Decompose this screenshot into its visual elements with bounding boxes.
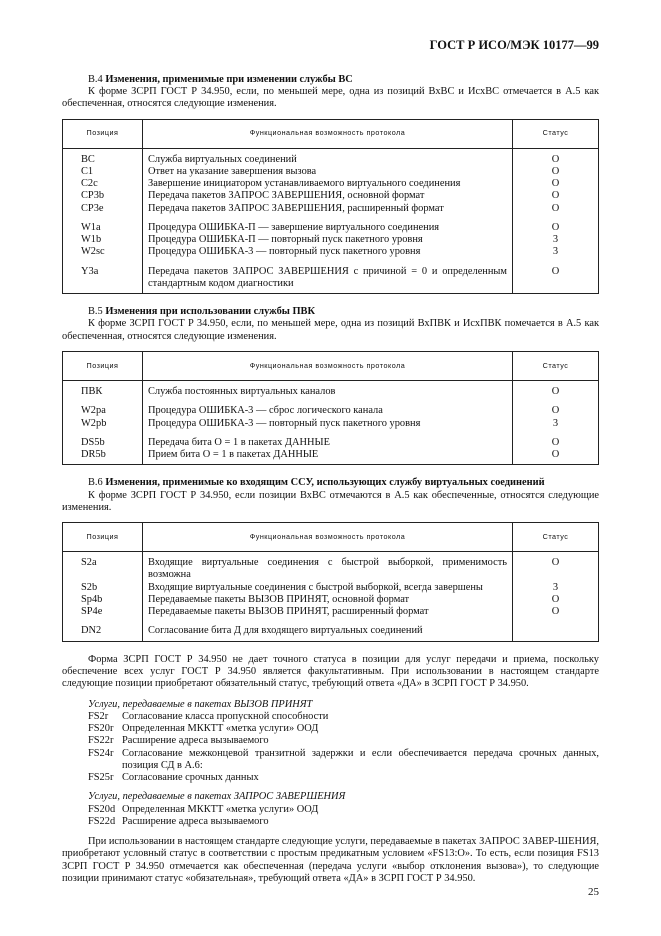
section-b4-title	[62, 74, 599, 86]
col-header-func: Функциональная возможность протокола	[143, 352, 513, 381]
section-b6	[62, 477, 599, 641]
col-header-status: Статус	[513, 119, 599, 148]
cell-position: Y3a	[63, 259, 143, 294]
cell-position: W2sc	[63, 246, 143, 258]
cell-function: Передаваемые пакеты ВЫЗОВ ПРИНЯТ, основной формат	[143, 594, 513, 606]
table-row	[63, 234, 599, 246]
item-text: Согласование класса пропускной способности	[122, 710, 329, 722]
section-b4-text: К форме ЗСРП ГОСТ Р 34.950, если, по меньшей мере, одна из позиций ВхВС и ИсхВС отмечается в А.5 как обеспеченная, относятся следующие изменения.	[62, 86, 599, 110]
cell-function: Служба постоянных виртуальных каналов	[143, 381, 513, 399]
table-b4	[62, 119, 599, 295]
col-header-func: Функциональная возможность протокола	[143, 523, 513, 552]
col-header-func: Функциональная возможность протокола	[143, 119, 513, 148]
cell-position: СР3b	[63, 190, 143, 202]
section-heading: Изменения при использовании службы ПВК	[105, 306, 316, 318]
item-code: FS20r	[88, 723, 114, 735]
col-header-pos: Позиция	[63, 523, 143, 552]
list-item	[88, 804, 599, 816]
cell-function: Процедура ОШИБКА-3 — повторный пуск пакетного уровня	[143, 246, 513, 258]
table-row	[63, 381, 599, 399]
cell-status: О	[513, 259, 599, 294]
table-row	[63, 606, 599, 618]
cell-position: S2b	[63, 582, 143, 594]
service-list-call-accepted	[88, 699, 599, 785]
page-number: 25	[588, 886, 599, 898]
cell-status: О	[513, 606, 599, 618]
table-row	[63, 203, 599, 215]
cell-position: SP4e	[63, 606, 143, 618]
list-item	[88, 772, 599, 784]
cell-position: W1b	[63, 234, 143, 246]
cell-position: W1а	[63, 215, 143, 234]
list-item	[88, 723, 599, 735]
table-row	[63, 449, 599, 465]
cell-position: DN2	[63, 618, 143, 641]
page-header: ГОСТ Р ИСО/МЭК 10177—99	[429, 38, 599, 52]
section-b6-text: К форме ЗСРП ГОСТ Р 34.950, если позиции ВхВС отмечаются в А.5 как обеспеченные, относятся следующие изменения.	[62, 489, 599, 513]
cell-status: 3	[513, 246, 599, 258]
table-row	[63, 618, 599, 641]
table-row	[63, 148, 599, 166]
cell-function: Передача пакетов ЗАПРОС ЗАВЕРШЕНИЯ, расширенный формат	[143, 203, 513, 215]
item-text: Расширение адреса вызываемого	[122, 815, 269, 827]
item-code: FS22d	[88, 815, 116, 827]
item-text: Расширение адреса вызываемого	[122, 735, 269, 747]
list-heading: Услуги, передаваемые в пакетах ЗАПРОС ЗАВЕРШЕНИЯ	[88, 791, 346, 803]
table-row	[63, 246, 599, 258]
item-code: FS25r	[88, 772, 114, 784]
table-row	[63, 594, 599, 606]
table-row	[63, 215, 599, 234]
cell-function: Передаваемые пакеты ВЫЗОВ ПРИНЯТ, расширенный формат	[143, 606, 513, 618]
section-b6-title	[62, 477, 599, 489]
item-text: Определенная МККТТ «метка услуги» ООД	[122, 803, 319, 815]
cell-status: О	[513, 398, 599, 417]
section-number: В.6	[88, 477, 103, 489]
cell-status: 3	[513, 582, 599, 594]
section-heading: Изменения, применимые ко входящим ССУ, использующих службу виртуальных соединений	[105, 477, 545, 489]
cell-function: Процедура ОШИБКА-П — повторный пуск пакетного уровня	[143, 234, 513, 246]
cell-function: Согласование бита Д для входящего виртуальных соединений	[143, 618, 513, 641]
col-header-status: Статус	[513, 352, 599, 381]
cell-status: О	[513, 215, 599, 234]
cell-function: Ответ на указание завершения вызова	[143, 166, 513, 178]
cell-status: О	[513, 449, 599, 465]
cell-function: Входящие виртуальные соединения с быстрой выборкой, применимость возможна	[143, 552, 513, 582]
table-row	[63, 190, 599, 202]
cell-position: DS5b	[63, 430, 143, 449]
cell-function: Передача пакетов ЗАПРОС ЗАВЕРШЕНИЯ, основной формат	[143, 190, 513, 202]
cell-status: 3	[513, 234, 599, 246]
list-item	[88, 816, 599, 828]
table-row	[63, 398, 599, 417]
section-b5-title	[62, 306, 599, 318]
table-b6	[62, 522, 599, 642]
service-list-clear-request	[88, 791, 599, 828]
cell-position: W2pa	[63, 398, 143, 417]
list-heading: Услуги, передаваемые в пакетах ВЫЗОВ ПРИНЯТ	[88, 698, 313, 710]
cell-status: О	[513, 148, 599, 166]
cell-position: S2a	[63, 552, 143, 582]
item-code: FS24r	[88, 747, 114, 759]
col-header-pos: Позиция	[63, 119, 143, 148]
document-page	[62, 38, 599, 885]
cell-status	[513, 618, 599, 641]
cell-status: О	[513, 381, 599, 399]
item-code: FS20d	[88, 803, 116, 815]
cell-status: О	[513, 552, 599, 582]
list-item	[88, 735, 599, 747]
list-item	[88, 711, 599, 723]
item-text: Согласование срочных данных	[122, 772, 259, 784]
section-b5-text: К форме ЗСРП ГОСТ Р 34.950, если, по меньшей мере, одна из позиций ВхПВК и ИсхПВК помечается в А.5 как обеспеченная, относятся следующие изменения.	[62, 318, 599, 342]
cell-status: О	[513, 190, 599, 202]
section-number: В.4	[88, 73, 103, 85]
cell-status: О	[513, 594, 599, 606]
section-b4	[62, 74, 599, 294]
cell-function: Процедура ОШИБКА-П — завершение виртуального соединения	[143, 215, 513, 234]
cell-status: 3	[513, 418, 599, 430]
cell-function: Завершение инициатором устанавливаемого виртуального соединения	[143, 178, 513, 190]
col-header-pos: Позиция	[63, 352, 143, 381]
cell-position: ВС	[63, 148, 143, 166]
cell-function: Передача бита О = 1 в пакетах ДАННЫЕ	[143, 430, 513, 449]
cell-function: Служба виртуальных соединений	[143, 148, 513, 166]
item-code: FS22r	[88, 735, 114, 747]
cell-position: С2с	[63, 178, 143, 190]
table-row	[63, 430, 599, 449]
list-item	[88, 748, 599, 773]
cell-position: С1	[63, 166, 143, 178]
cell-position: Sp4b	[63, 594, 143, 606]
table-row	[63, 552, 599, 582]
cell-status: О	[513, 430, 599, 449]
item-text: Согласование межконцевой транзитной задержки и если обеспечивается передача срочных данных, позиция СД в А.6:	[122, 747, 599, 771]
table-row	[63, 259, 599, 294]
item-code: FS2r	[88, 710, 109, 722]
table-row	[63, 418, 599, 430]
cell-function: Передача пакетов ЗАПРОС ЗАВЕРШЕНИЯ с причиной = 0 и определенным стандартным кодом диагностики	[143, 259, 513, 294]
item-text: Определенная МККТТ «метка услуги» ООД	[122, 723, 319, 735]
section-number: В.5	[88, 306, 103, 318]
cell-position: ПВК	[63, 381, 143, 399]
paragraph-mandatory-status: Форма ЗСРП ГОСТ Р 34.950 не дает точного статуса в позиции для услуг передачи и приема, поскольку обеспечение всех услуг ГОСТ Р 34.950 является факультативным. При использовании в настоящем стандарте следующие позиции приобретают обязательный статус, требующий ответа «ДА» в ЗСРП ГОСТ Р 34.950.	[62, 653, 599, 690]
cell-function: Процедура ОШИБКА-3 — повторный пуск пакетного уровня	[143, 418, 513, 430]
section-b5	[62, 306, 599, 465]
table-row	[63, 582, 599, 594]
cell-function: Входящие виртуальные соединения с быстрой выборкой, всегда завершены	[143, 582, 513, 594]
cell-position: DR5b	[63, 449, 143, 465]
section-heading: Изменения, применимые при изменении службы ВС	[105, 73, 353, 85]
cell-status: О	[513, 203, 599, 215]
table-b5	[62, 351, 599, 465]
table-row	[63, 178, 599, 190]
cell-function: Процедура ОШИБКА-3 — сброс логического канала	[143, 398, 513, 417]
table-row	[63, 166, 599, 178]
cell-status: О	[513, 166, 599, 178]
cell-status: О	[513, 178, 599, 190]
col-header-status: Статус	[513, 523, 599, 552]
cell-position: W2pb	[63, 418, 143, 430]
cell-function: Прием бита О = 1 в пакетах ДАННЫЕ	[143, 449, 513, 465]
paragraph-conditional-status: При использовании в настоящем стандарте следующие услуги, передаваемые в пакетах ЗАПРОС ЗАВЕР-ШЕНИЯ, приобретают условный статус в соответствии с простым предикатным условием «FS13:О». То есть, если позиция FS13 ЗСРП ГОСТ Р 34.950 отмечается как обеспеченная (передача услуги «выбор отклонения вызова»), то следующие позиции принимают статус «обязательная», требующий ответа «ДА» в ЗСРП ГОСТ Р 34.950.	[62, 836, 599, 884]
cell-position: СР3е	[63, 203, 143, 215]
